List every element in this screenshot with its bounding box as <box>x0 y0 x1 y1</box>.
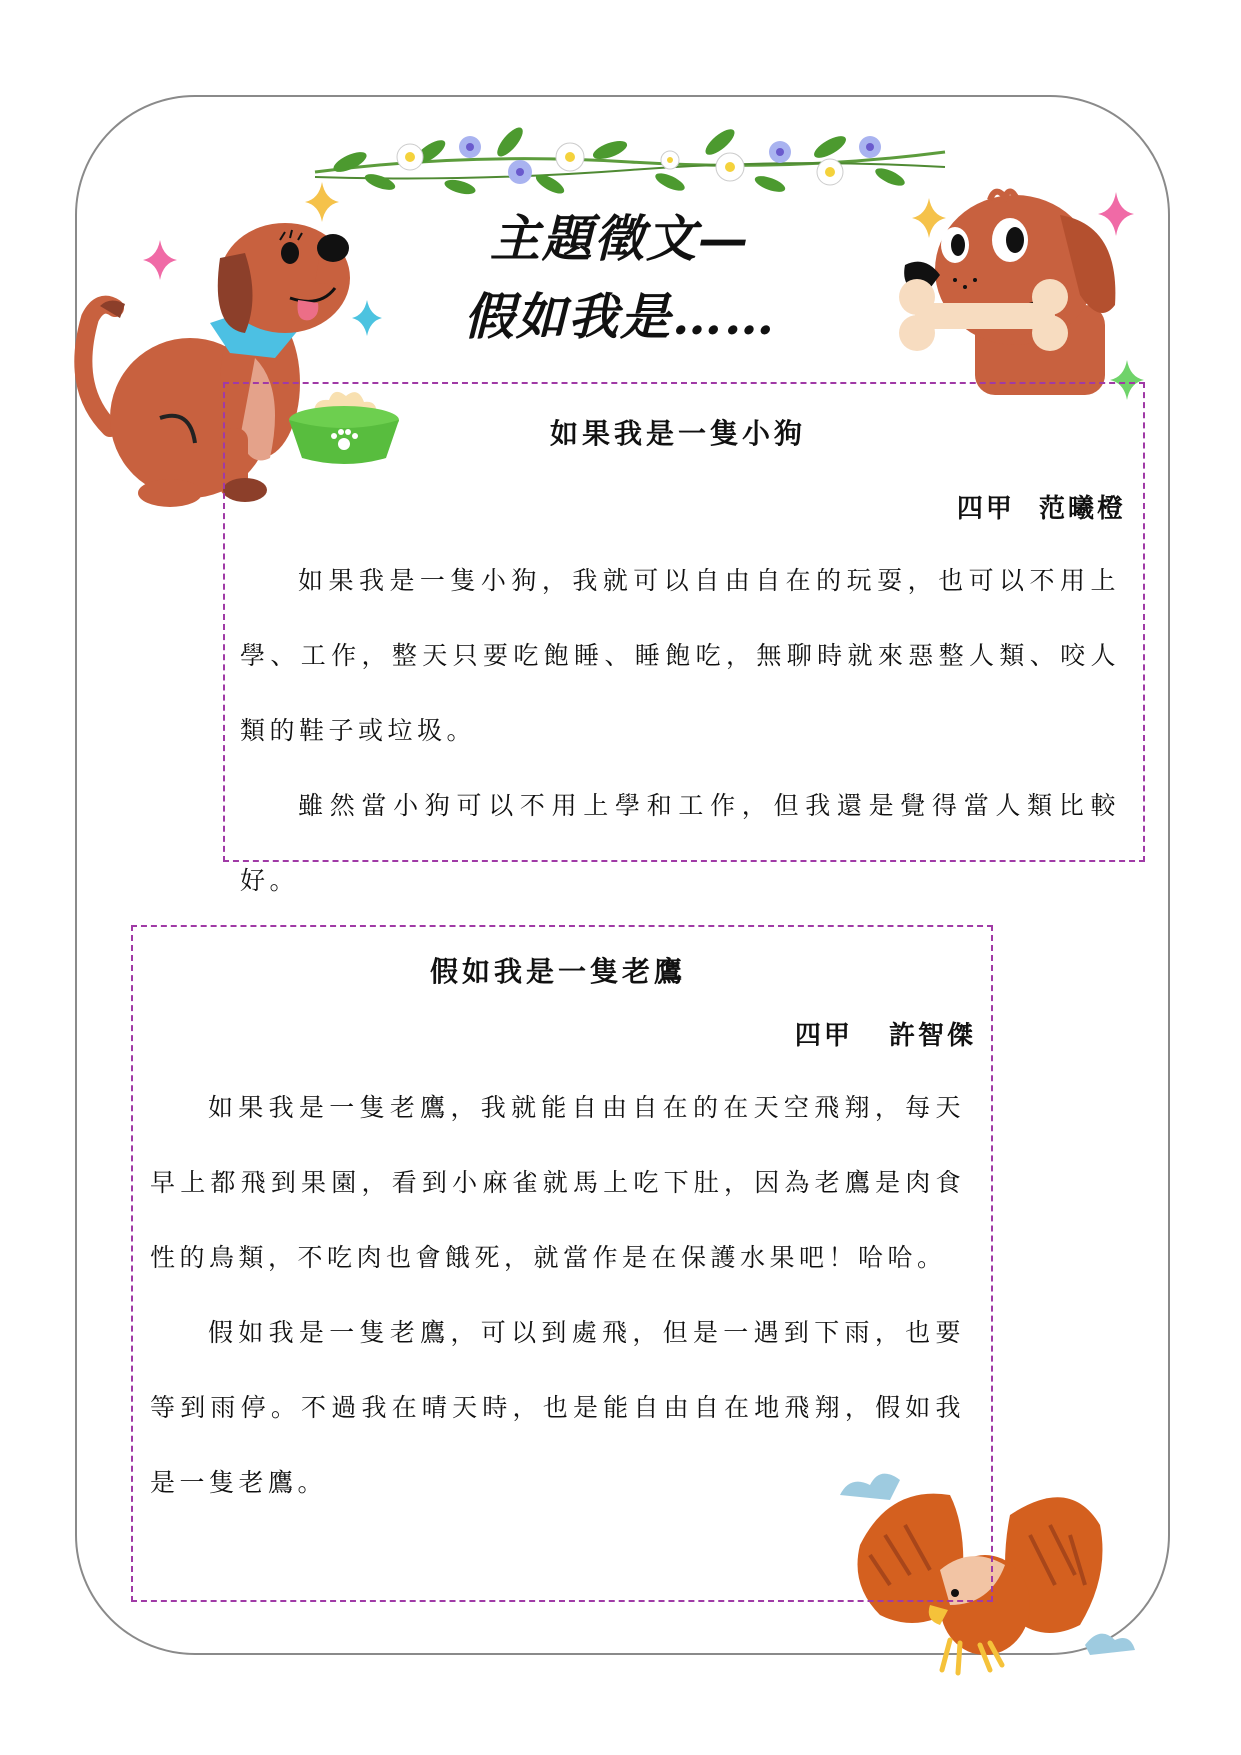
main-title-line1: 主題徵文— <box>490 209 750 268</box>
main-title <box>380 200 860 356</box>
flower-garland-icon <box>310 112 950 212</box>
main-title-line2: 假如我是…… <box>464 287 776 346</box>
essay2-paragraph: 假如我是一隻老鷹，可以到處飛，但是一遇到下雨，也要等到雨停。不過我在晴天時，也是能自由自在地飛翔，假如我是一隻老鷹。 <box>150 1318 965 1497</box>
essay1-paragraph: 如果我是一隻小狗，我就可以自由自在的玩耍，也可以不用上學、工作，整天只要吃飽睡、睡飽吃，無聊時就來惡整人類、咬人類的鞋子或垃圾。 <box>240 566 1120 745</box>
sparkle-icon <box>352 300 382 336</box>
essay2-paragraph: 如果我是一隻老鷹，我就能自由自在的在天空飛翔，每天早上都飛到果園，看到小麻雀就馬上吃下肚，因為老鷹是肉食性的鳥類，不吃肉也會餓死，就當作是在保護水果吧！哈哈。 <box>150 1093 965 1272</box>
essay2-title: 假如我是一隻老鷹 <box>430 955 687 988</box>
essay1-title: 如果我是一隻小狗 <box>550 417 807 450</box>
essay2-author: 四甲 許智傑 <box>794 1021 976 1051</box>
essay1-author: 四甲 范曦橙 <box>956 494 1126 524</box>
essay1-paragraph: 雖然當小狗可以不用上學和工作，但我還是覺得當人類比較好。 <box>240 791 1120 895</box>
dog-with-bone-icon <box>895 185 1135 395</box>
